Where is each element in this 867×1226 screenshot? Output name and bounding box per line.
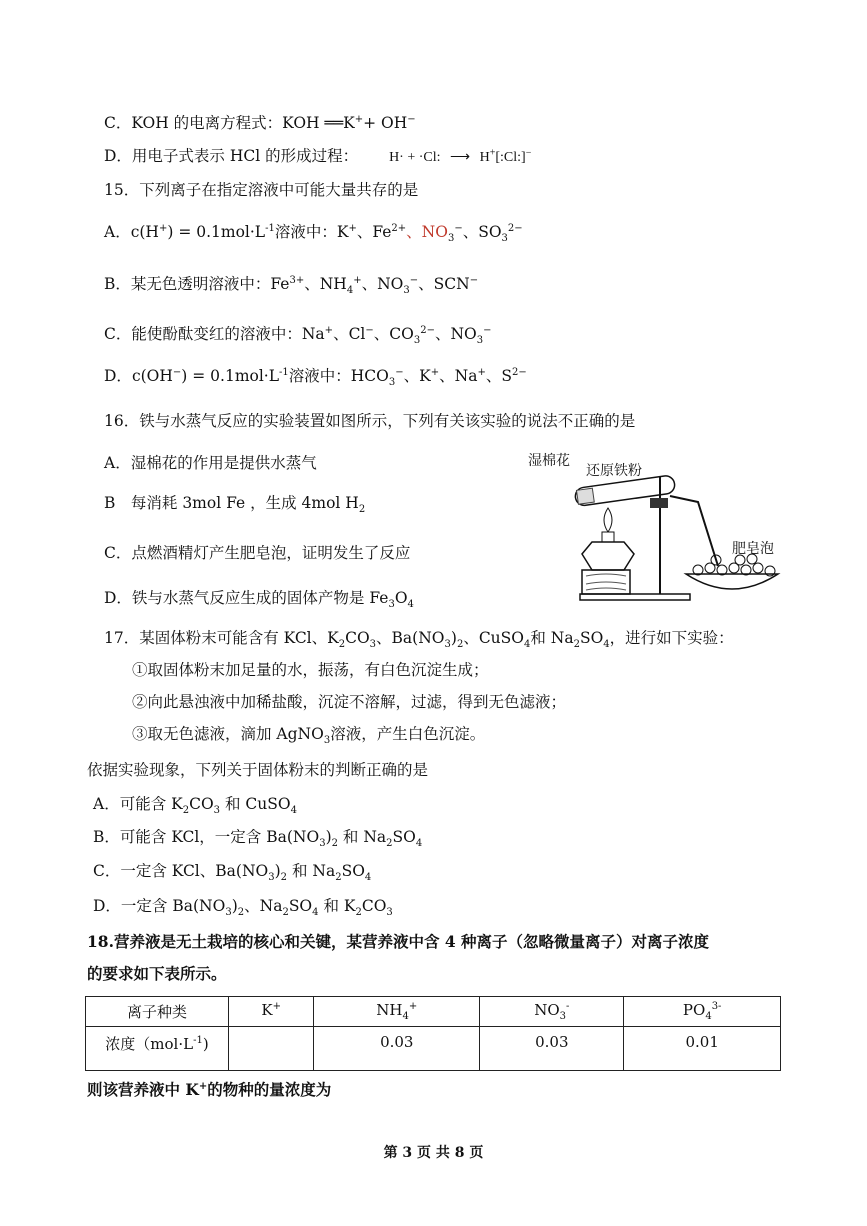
ion-concentration-table [85, 996, 781, 1071]
hcl-electron-formula: H· + ·Cl: ⟶ H+[:Cl:]− [389, 147, 532, 165]
q17-option-d: D．一定含 $Ba(NO_3)_2$、$Na_2SO_4$ 和 $K_2CO_3$ [93, 897, 393, 919]
q15-option-c: C．能使酚酞变红的溶液中：Na+、Cl−、$CO_3^{2-}$、$NO_3^-$ [104, 324, 492, 347]
table-header-cell: $PO_4^{3-}$ [624, 997, 781, 1027]
q16-option-a: A．湿棉花的作用是提供水蒸气 [104, 454, 317, 472]
label-wet-cotton: 湿棉花 [528, 453, 570, 469]
q16-stem: 16．铁与水蒸气反应的实验装置如图所示，下列有关该实验的说法不正确的是 [104, 412, 636, 430]
table-header-cell: $NH_4^+$ [314, 997, 480, 1027]
q16-option-c: C．点燃酒精灯产生肥皂泡，证明发生了反应 [104, 544, 411, 562]
table-row [86, 997, 781, 1027]
q17-option-a: A．可能含 $K_2CO_3$ 和 CuSO$_4$ [93, 795, 297, 817]
q18-stem-line-2: 的要求如下表所示。 [87, 964, 227, 983]
apparatus-figure [520, 446, 790, 606]
q17-judge: 依据实验现象，下列关于固体粉末的判断正确的是 [87, 761, 429, 779]
q14-option-d: D．用电子式表示 HCl 的形成过程： H· + ·Cl: ⟶ H+[:Cl:]− [104, 147, 532, 165]
table-header-cell: K+ [229, 997, 314, 1027]
q18-ask: 则该营养液中 K+的物种的量浓度为 [87, 1080, 332, 1099]
page-footer: 第 3 页 共 8 页 [383, 1145, 484, 1161]
table-row [86, 1027, 781, 1071]
table-cell: 0.03 [480, 1027, 624, 1071]
label-soap-bubbles: 肥皂泡 [732, 541, 774, 557]
q17-stem: 17．某固体粉末可能含有 KCl、$K_2CO_3$、$Ba(NO_3)_2$、CuSO$_4$和 $Na_2SO_4$，进行如下实验： [104, 629, 734, 651]
label-iron-powder: 还原铁粉 [586, 463, 642, 479]
q16-option-b: B 每消耗 3mol Fe ，生成 4mol $H_2$ [104, 494, 366, 516]
table-header-cell: 离子种类 [86, 997, 229, 1027]
q16-option-d: D．铁与水蒸气反应生成的固体产物是 $Fe_3O_4$ [104, 589, 414, 611]
q15-option-b: B．某无色透明溶液中：$Fe^{3+}$、$NH_4^+$、$NO_3^-$、SCN− [104, 274, 479, 297]
q17-step-1: ①取固体粉末加足量的水，振荡，有白色沉淀生成； [132, 661, 489, 679]
table-cell: 0.01 [624, 1027, 781, 1071]
q15-stem: 15．下列离子在指定溶液中可能大量共存的是 [104, 181, 419, 199]
q17-step-3: ③取无色滤液，滴加 AgNO$_3$溶液，产生白色沉淀。 [132, 725, 486, 747]
q15-option-d: D．$c(OH^-) = 0.1mol\cdot L^{-1}$溶液中：$HCO_3^-$、K+、Na+、$S^{2-}$ [104, 366, 527, 389]
q14-option-c: C．KOH 的电离方程式：KOH ══K++ OH− [104, 113, 416, 132]
table-cell: 0.03 [314, 1027, 480, 1071]
table-cell [229, 1027, 314, 1071]
q17-option-b: B．可能含 KCl，一定含 $Ba(NO_3)_2$ 和 $Na_2SO_4$ [93, 828, 423, 850]
q17-option-c: C．一定含 KCl、$Ba(NO_3)_2$ 和 $Na_2SO_4$ [93, 862, 372, 884]
q15-option-a: A．$c(H^+) = 0.1mol\cdot L^{-1}$溶液中：K+、$Fe^{2+}$、$NO_3^-$、$SO_3^{2-}$ [104, 222, 523, 245]
table-header-cell: $NO_3^-$ [480, 997, 624, 1027]
table-cell: 浓度$(mol\cdot L^{-1})$ [86, 1027, 229, 1071]
q17-step-2: ②向此悬浊液中加稀盐酸，沉淀不溶解，过滤，得到无色滤液； [132, 693, 567, 711]
q18-stem-line-1: 18.营养液是无土栽培的核心和关键，某营养液中含 4 种离子（忽略微量离子）对离子浓度 [87, 932, 710, 951]
apparatus-drawing [520, 446, 790, 606]
